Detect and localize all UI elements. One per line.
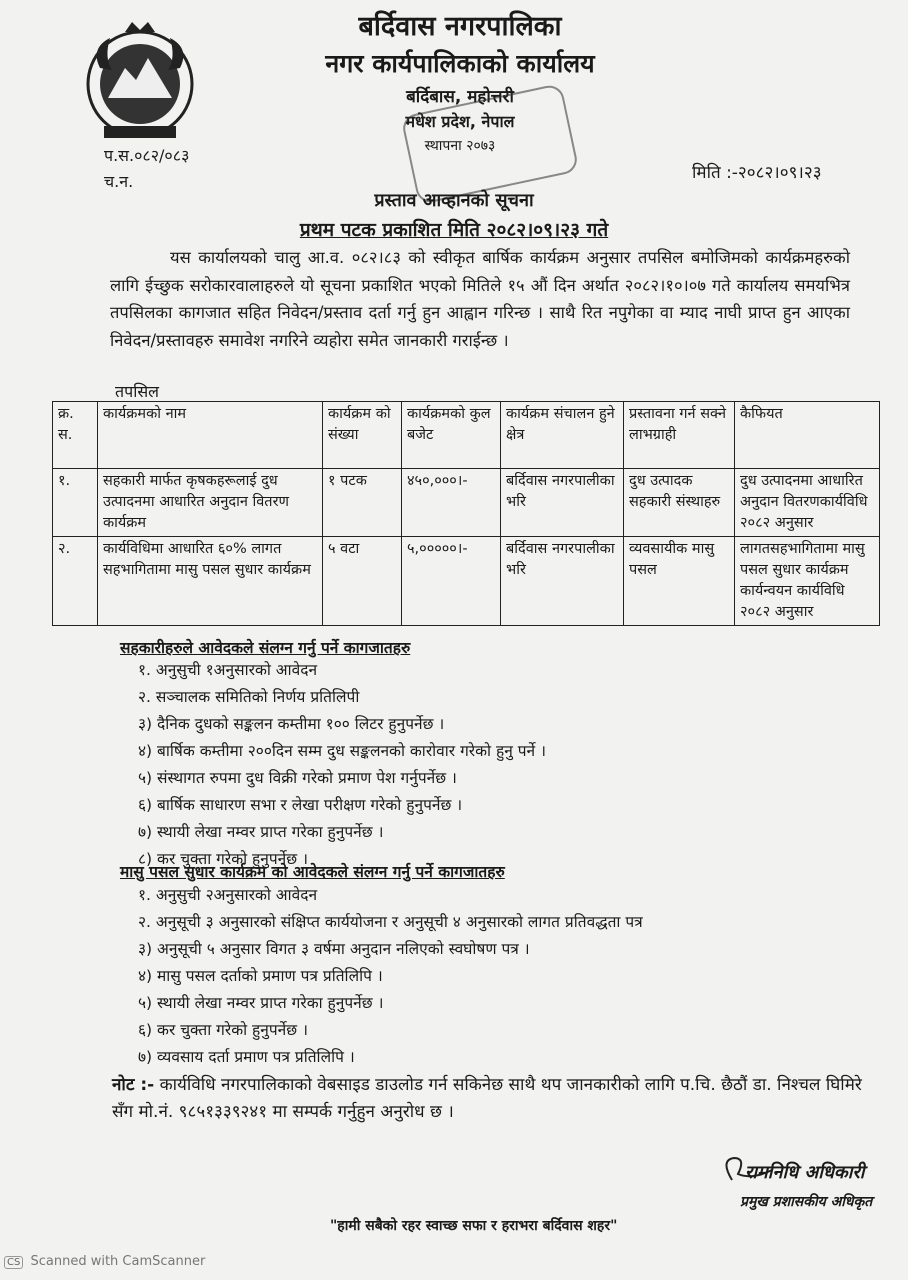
camscanner-badge: CS: [4, 1256, 23, 1269]
col-serial: क्र. स.: [53, 402, 98, 469]
table-row: [53, 537, 880, 626]
list-item: ७) स्थायी लेखा नम्वर प्राप्त गरेका हुनुपर्नेछ ।: [138, 823, 384, 841]
notice-title: प्रस्ताव आव्हानको सूचना: [374, 190, 534, 211]
tapsil-label: तपसिल: [115, 382, 160, 401]
list-item: ४) मासु पसल दर्ताको प्रमाण पत्र प्रतिलिपि ।: [138, 967, 383, 985]
table-header-row: [53, 402, 880, 469]
list-item: ६) कर चुक्ता गरेको हुनुपर्नेछ ।: [138, 1021, 308, 1039]
list-item: २. सञ्चालक समितिको निर्णय प्रतिलिपी: [138, 688, 360, 706]
list-item: ७) व्यवसाय दर्ता प्रमाण पत्र प्रतिलिपि ।: [138, 1048, 355, 1066]
notice-intro: यस कार्यालयको चालु आ.व. ०८२।८३ को स्वीकृत बार्षिक कार्यक्रम अनुसार तपसिल बमोजिमको कार्यक्रमहरुको लागि ईच्छुक सरोकारवालाहरुले यो सूचना प्रकाशित भएको मितिले १५ औं दिन अर्थात २०८२।१०।०७ गते कार्यालय समयभित्र तपसिलका कागजात सहित निवेदन/प्रस्ताव दर्ता गर्नु हुन आह्वान गरिन्छ । साथै रित नपुगेका वा म्याद नाघी प्राप्त हुन आएका निवेदन/प्रस्तावहरु समावेश नगरिने व्यहोरा समेत जानकारी गराईन्छ ।: [110, 248, 850, 350]
cell-area: बर्दिवास नगरपालीका भरि: [501, 537, 624, 626]
cell-serial: २.: [53, 537, 98, 626]
cell-program-name: कार्यविधिमा आधारित ६०% लागत सहभागितामा मासु पसल सुधार कार्यक्रम: [98, 537, 323, 626]
meat-shop-docs-list: [138, 882, 643, 1071]
cell-count: १ पटक: [323, 469, 402, 537]
list-item: ५) संस्थागत रुपमा दुध विक्री गरेको प्रमाण पेश गर्नुपर्नेछ ।: [138, 769, 457, 787]
col-beneficiary: प्रस्तावना गर्न सक्ने लाभग्राही: [624, 402, 735, 469]
office-name: नगर कार्यपालिकाको कार्यालय: [325, 49, 595, 78]
cell-remarks: लागतसहभागितामा मासु पसल सुधार कार्यक्रम कार्यन्वयन कार्यविधि २०८२ अनुसार: [735, 537, 880, 626]
cell-budget: ५,०००००।-: [402, 537, 501, 626]
cell-beneficiary: व्यवसायीक मासु पसल: [624, 537, 735, 626]
list-item: २. अनुसूची ३ अनुसारको संक्षिप्त कार्ययोजना र अनुसूची ४ अनुसारको लागत प्रतिवद्धता पत्र: [138, 913, 643, 931]
stamp-text: स्थापना २०७३: [424, 138, 496, 154]
program-table: [52, 401, 880, 626]
cell-remarks: दुध उत्पादनमा आधारित अनुदान वितरणकार्यविधि २०८२ अनुसार: [735, 469, 880, 537]
cell-count: ५ वटा: [323, 537, 402, 626]
col-budget: कार्यक्रमको कुल बजेट: [402, 402, 501, 469]
notice-subtitle: प्रथम पटक प्रकाशित मिति २०८२।०९।२३ गते: [299, 219, 609, 241]
office-province: मधेश प्रदेश, नेपाल: [405, 112, 515, 131]
dispatch-number: च.न.: [104, 172, 134, 191]
cooperative-docs-heading: सहकारीहरुले आवेदकले संलग्न गर्नु पर्ने कागजातहरु: [120, 639, 411, 657]
camscanner-text: Scanned with CamScanner: [30, 1254, 206, 1269]
municipality-name: बर्दिवास नगरपालिका: [358, 11, 562, 42]
cell-serial: १.: [53, 469, 98, 537]
contact-note: [112, 1072, 872, 1126]
col-program-name: कार्यक्रमको नाम: [98, 402, 323, 469]
cell-beneficiary: दुध उत्पादक सहकारी संस्थाहरु: [624, 469, 735, 537]
office-address: बर्दिबास, महोत्तरी: [406, 87, 514, 107]
signatory-title: प्रमुख प्रशासकीय अधिकृत: [740, 1194, 873, 1210]
col-area: कार्यक्रम संचालन हुने क्षेत्र: [501, 402, 624, 469]
col-remarks: कैफियत: [735, 402, 880, 469]
scanner-watermark: [4, 1254, 205, 1269]
col-count: कार्यक्रम को संख्या: [323, 402, 402, 469]
cell-budget: ४५०,०००।-: [402, 469, 501, 537]
note-text: कार्यविधि नगरपालिकाको वेबसाइड डाउलोड गर्न सकिनेछ साथै थप जानकारीको लागि प.चि. छैठौं डा. निश्चल घिमिरे सँग मो.नं. ९८५१३३९२४१ मा सम्पर्क गर्नुहुन अनुरोध छ ।: [112, 1075, 862, 1122]
list-item: ४) बार्षिक कम्तीमा २००दिन सम्म दुध सङ्कलनको कारोवार गरेको हुनु पर्ने ।: [138, 742, 546, 760]
signatory-name: रामनिधि अधिकारी: [745, 1162, 865, 1183]
list-item: १. अनुसुची २अनुसारको आवेदन: [138, 886, 318, 904]
nepal-emblem-icon: [70, 18, 210, 146]
list-item: १. अनुसुची १अनुसारको आवेदन: [138, 661, 318, 679]
cell-area: बर्दिवास नगरपालीका भरि: [501, 469, 624, 537]
list-item: ५) स्थायी लेखा नम्वर प्राप्त गरेका हुनुपर्नेछ ।: [138, 994, 384, 1012]
cell-program-name: सहकारी मार्फत कृषकहरूलाई दुध उत्पादनमा आधारित अनुदान वितरण कार्यक्रम: [98, 469, 323, 537]
reference-number: प.स.०८२/०८३: [104, 146, 190, 165]
table-row: [53, 469, 880, 537]
notice-date: मिति :-२०८२।०९।२३: [692, 163, 822, 183]
cooperative-docs-list: [138, 657, 546, 873]
list-item: ३) अनुसूची ५ अनुसार विगत ३ वर्षमा अनुदान नलिएको स्वघोषण पत्र ।: [138, 940, 530, 958]
list-item: ६) बार्षिक साधारण सभा र लेखा परीक्षण गरेको हुनुपर्नेछ ।: [138, 796, 463, 814]
list-item: ३) दैनिक दुधको सङ्कलन कम्तीमा १०० लिटर हुनुपर्नेछ ।: [138, 715, 445, 733]
municipal-slogan: "हामी सबैको रहर स्वाच्छ सफा र हराभरा बर्दिवास शहर": [330, 1218, 618, 1234]
list-item: ८) कर चुक्ता गरेको हुनुपर्नेछ ।: [138, 850, 308, 868]
note-label: नोट :-: [112, 1075, 155, 1095]
meat-shop-docs-heading: मासु पसल सुधार कार्यक्रम को आवेदकले संलग्न गर्नु पर्ने कागजातहरु: [120, 863, 505, 881]
